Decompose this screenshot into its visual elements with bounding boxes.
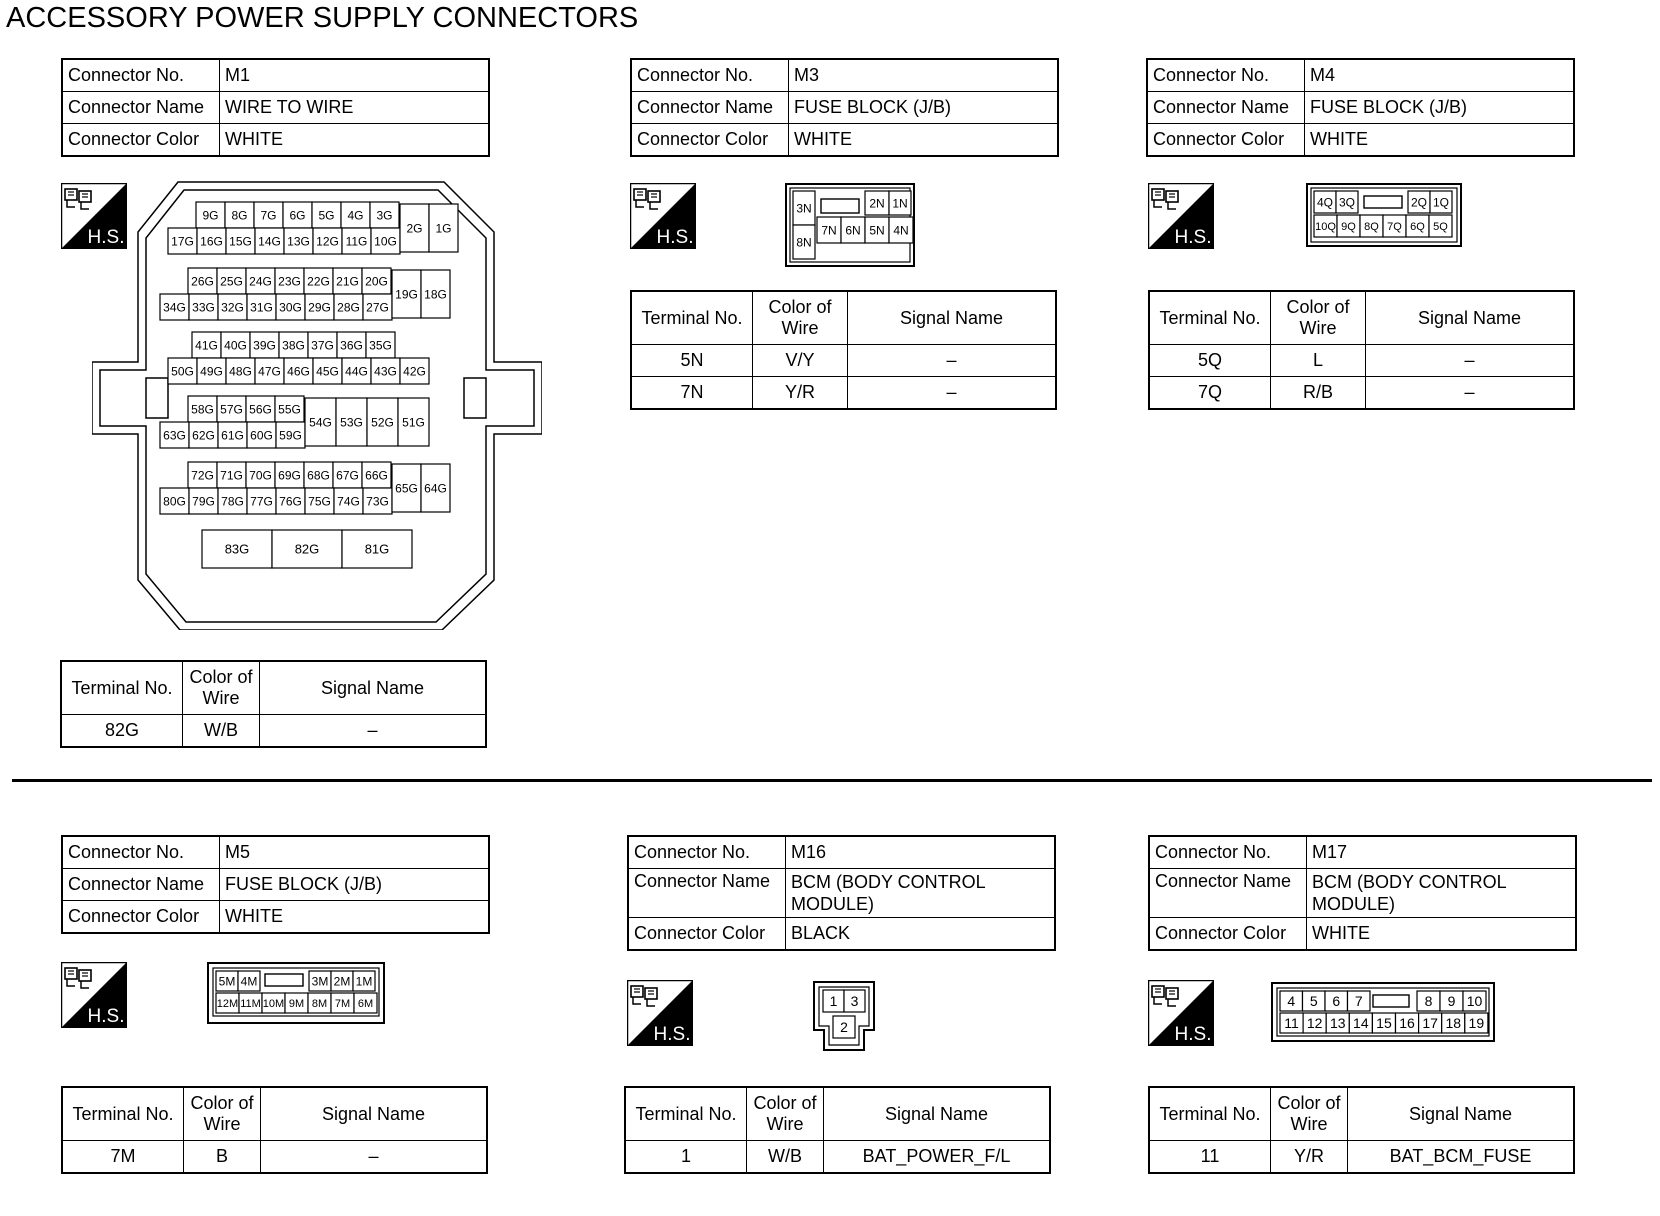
pin-label: 3M (311, 974, 329, 989)
connector-info-table (61, 835, 490, 934)
terminal-table (624, 1086, 1051, 1174)
pin-label: 14G (258, 234, 281, 249)
table-row: 82G W/B – (61, 715, 486, 748)
connector-no: M1 (220, 59, 490, 92)
pin-label: 62G (192, 428, 215, 443)
pin-label: 5M (218, 974, 236, 989)
connector-m4-face (1306, 183, 1462, 247)
pin-label: 17 (1422, 1015, 1438, 1032)
pin-label: 65G (395, 481, 418, 496)
label-connector-no: Connector No. (62, 836, 220, 869)
harness-side-icon (1148, 183, 1214, 249)
pin-label: 6 (1332, 993, 1341, 1010)
table-row: 1 W/B BAT_POWER_F/L (625, 1141, 1050, 1174)
connector-name: FUSE BLOCK (J/B) (220, 869, 490, 901)
terminal-table (61, 1086, 488, 1174)
label-connector-color: Connector Color (62, 901, 220, 934)
hs-label: H.S. (1174, 1024, 1212, 1045)
pin-label: 2M (333, 974, 351, 989)
pin-label: 10G (374, 234, 397, 249)
pin-label: 14 (1353, 1015, 1369, 1032)
pin-label: 79G (192, 494, 215, 509)
label-connector-name: Connector Name (62, 92, 220, 124)
label-connector-name: Connector Name (62, 869, 220, 901)
connector-color: WHITE (1305, 124, 1575, 157)
section-divider (12, 779, 1652, 782)
pin-label: 18 (1445, 1015, 1462, 1032)
table-row: 5Q L – (1149, 345, 1574, 377)
pin-label: 61G (221, 428, 244, 443)
pin-label: 10 (1466, 993, 1483, 1010)
connector-name: BCM (BODY CONTROL MODULE) (786, 869, 1056, 918)
hs-label: H.S. (87, 227, 125, 248)
pin-label: 68G (307, 468, 330, 483)
pin-label: 7M (334, 997, 351, 1010)
connector-m17-face (1271, 982, 1495, 1042)
th-signal-name: Signal Name (824, 1087, 1051, 1141)
pin-label: 2G (406, 221, 423, 236)
pin-label: 47G (258, 364, 281, 379)
pin-label: 52G (371, 415, 394, 430)
label-connector-no: Connector No. (62, 59, 220, 92)
pin-label: 77G (250, 494, 273, 509)
pin-label: 30G (279, 300, 302, 315)
connector-name: FUSE BLOCK (J/B) (1305, 92, 1575, 124)
pin-label: 7N (821, 223, 837, 238)
pin-label: 6G (289, 208, 306, 223)
terminal-table (60, 660, 487, 748)
pin-label: 83G (224, 541, 250, 557)
pin-label: 56G (249, 402, 272, 417)
pin-label: 75G (308, 494, 331, 509)
pin-label: 8M (311, 997, 328, 1010)
harness-side-icon (627, 980, 693, 1046)
pin-label: 11 (1284, 1015, 1299, 1032)
th-color-of-wire: Color of Wire (1271, 1087, 1348, 1141)
pin-label: 34G (163, 300, 186, 315)
harness-side-icon (1148, 980, 1214, 1046)
label-connector-no: Connector No. (628, 836, 786, 869)
pin-label: 1 (829, 993, 838, 1010)
pin-label: 78G (221, 494, 244, 509)
pin-label: 4Q (1316, 195, 1334, 210)
connector-no: M16 (786, 836, 1056, 869)
terminal-table (1148, 290, 1575, 410)
pin-label: 1G (435, 221, 452, 236)
connector-m5-face (207, 962, 385, 1024)
pin-label: 3 (850, 993, 859, 1010)
pin-label: 12 (1306, 1015, 1323, 1032)
th-color-of-wire: Color of Wire (753, 291, 848, 345)
pin-label: 40G (224, 338, 247, 353)
pin-label: 7 (1354, 993, 1363, 1010)
label-connector-no: Connector No. (1149, 836, 1307, 869)
pin-label: 19 (1468, 1015, 1485, 1032)
pin-label: 31G (250, 300, 273, 315)
pin-label: 23G (278, 274, 301, 289)
pin-label: 5 (1309, 993, 1318, 1010)
pin-label: 1Q (1432, 195, 1450, 210)
pin-label: 25G (220, 274, 243, 289)
pin-label: 20G (365, 274, 388, 289)
pin-label: 51G (402, 415, 425, 430)
pin-label: 44G (345, 364, 368, 379)
connector-color: WHITE (220, 901, 490, 934)
page-title: ACCESSORY POWER SUPPLY CONNECTORS (6, 2, 639, 34)
pin-label: 8N (796, 235, 812, 250)
th-terminal-no: Terminal No. (61, 661, 183, 715)
label-connector-color: Connector Color (631, 124, 789, 157)
pin-label: 2 (840, 1019, 848, 1036)
pin-label: 3G (376, 208, 393, 223)
pin-label: 8Q (1364, 220, 1379, 233)
connector-no: M5 (220, 836, 490, 869)
label-connector-color: Connector Color (628, 918, 786, 951)
th-color-of-wire: Color of Wire (747, 1087, 824, 1141)
connector-color: WHITE (220, 124, 490, 157)
connector-m3-face (785, 183, 915, 267)
th-terminal-no: Terminal No. (625, 1087, 747, 1141)
pin-label: 53G (340, 415, 363, 430)
pin-label: 73G (366, 494, 389, 509)
hs-label: H.S. (653, 1024, 691, 1045)
pin-label: 82G (294, 541, 320, 557)
pin-label: 15 (1376, 1015, 1392, 1032)
label-connector-name: Connector Name (631, 92, 789, 124)
pin-label: 3Q (1338, 195, 1356, 210)
pin-label: 13 (1329, 1015, 1346, 1032)
pin-label: 59G (279, 428, 302, 443)
pin-label: 22G (307, 274, 330, 289)
label-connector-color: Connector Color (1149, 918, 1307, 951)
pin-label: 55G (278, 402, 301, 417)
connector-name: BCM (BODY CONTROL MODULE) (1307, 869, 1577, 918)
pin-label: 4 (1287, 993, 1296, 1010)
th-signal-name: Signal Name (1366, 291, 1575, 345)
connector-name: FUSE BLOCK (J/B) (789, 92, 1059, 124)
pin-label: 24G (249, 274, 272, 289)
pin-label: 72G (191, 468, 214, 483)
th-signal-name: Signal Name (261, 1087, 488, 1141)
pin-label: 2Q (1410, 195, 1428, 210)
pin-label: 67G (336, 468, 359, 483)
connector-no: M3 (789, 59, 1059, 92)
pin-label: 5Q (1433, 220, 1448, 233)
pin-label: 63G (163, 428, 186, 443)
pin-label: 29G (308, 300, 331, 315)
pin-label: 41G (195, 338, 218, 353)
harness-side-icon (630, 183, 696, 249)
connector-no: M4 (1305, 59, 1575, 92)
table-row: 7Q R/B – (1149, 377, 1574, 410)
hs-label: H.S. (1174, 227, 1212, 248)
pin-label: 1M (355, 974, 373, 989)
connector-info-table (1146, 58, 1575, 157)
pin-label: 9G (202, 208, 219, 223)
th-color-of-wire: Color of Wire (1271, 291, 1366, 345)
pin-label: 35G (369, 338, 392, 353)
th-signal-name: Signal Name (260, 661, 487, 715)
pin-label: 12M (216, 997, 239, 1010)
pin-label: 27G (366, 300, 389, 315)
pin-label: 12G (316, 234, 339, 249)
pin-label: 2N (869, 196, 885, 211)
pin-label: 9 (1447, 993, 1456, 1010)
connector-key (1364, 196, 1402, 208)
pin-label: 16 (1399, 1015, 1415, 1032)
pin-label: 16G (200, 234, 223, 249)
pin-label: 42G (403, 364, 426, 379)
connector-info-table (1148, 835, 1577, 951)
pin-label: 49G (200, 364, 223, 379)
pin-label: 7Q (1387, 220, 1402, 233)
th-color-of-wire: Color of Wire (184, 1087, 261, 1141)
connector-key (265, 974, 303, 986)
pin-label: 4N (893, 223, 909, 238)
pin-label: 26G (191, 274, 214, 289)
pin-label: 9Q (1341, 220, 1356, 233)
pin-label: 15G (229, 234, 252, 249)
th-terminal-no: Terminal No. (1149, 291, 1271, 345)
pin-label: 74G (337, 494, 360, 509)
connector-key (821, 199, 859, 213)
th-terminal-no: Terminal No. (1149, 1087, 1271, 1141)
terminal-table (630, 290, 1057, 410)
label-connector-no: Connector No. (631, 59, 789, 92)
pin-label: 54G (309, 415, 332, 430)
terminal-table (1148, 1086, 1575, 1174)
table-row: 7N Y/R – (631, 377, 1056, 410)
pin-label: 9M (288, 997, 305, 1010)
pin-label: 6N (845, 223, 861, 238)
pin-label: 38G (282, 338, 305, 353)
pin-label: 70G (249, 468, 272, 483)
connector-name: WIRE TO WIRE (220, 92, 490, 124)
pin-label: 6Q (1410, 220, 1425, 233)
connector-color: WHITE (1307, 918, 1577, 951)
connector-no: M17 (1307, 836, 1577, 869)
pin-label: 57G (220, 402, 243, 417)
pin-label: 43G (374, 364, 397, 379)
pin-label: 80G (163, 494, 186, 509)
label-connector-name: Connector Name (628, 869, 786, 918)
connector-info-table (630, 58, 1059, 157)
th-terminal-no: Terminal No. (631, 291, 753, 345)
label-connector-name: Connector Name (1149, 869, 1307, 918)
table-row: 5N V/Y – (631, 345, 1056, 377)
pin-label: 76G (279, 494, 302, 509)
harness-side-icon (61, 962, 127, 1028)
th-signal-name: Signal Name (1348, 1087, 1575, 1141)
pin-label: 36G (340, 338, 363, 353)
label-connector-name: Connector Name (1147, 92, 1305, 124)
connector-info-table (627, 835, 1056, 951)
pin-label: 58G (191, 402, 214, 417)
pin-label: 8 (1424, 993, 1433, 1010)
pin-label: 64G (424, 481, 447, 496)
pin-label: 6M (357, 997, 374, 1010)
th-color-of-wire: Color of Wire (183, 661, 260, 715)
pin-label: 33G (192, 300, 215, 315)
pin-label: 10M (262, 997, 285, 1010)
connector-key (1373, 995, 1409, 1007)
table-row: 11 Y/R BAT_BCM_FUSE (1149, 1141, 1574, 1174)
pin-label: 7G (260, 208, 277, 223)
pin-label: 39G (253, 338, 276, 353)
hs-label: H.S. (87, 1006, 125, 1027)
connector-info-table (61, 58, 490, 157)
pin-label: 45G (316, 364, 339, 379)
pin-label: 4G (347, 208, 364, 223)
pin-label: 3N (796, 201, 812, 216)
connector-m1-face (92, 180, 542, 630)
pin-label: 71G (220, 468, 243, 483)
pin-label: 18G (424, 287, 447, 302)
table-row: 7M B – (62, 1141, 487, 1174)
pin-label: 13G (287, 234, 310, 249)
pin-label: 28G (337, 300, 360, 315)
pin-label: 19G (395, 287, 418, 302)
th-terminal-no: Terminal No. (62, 1087, 184, 1141)
pin-label: 37G (311, 338, 334, 353)
pin-label: 4M (240, 974, 258, 989)
pin-label: 8G (231, 208, 248, 223)
connector-color: WHITE (789, 124, 1059, 157)
th-signal-name: Signal Name (848, 291, 1057, 345)
pin-label: 50G (171, 364, 194, 379)
pin-label: 81G (364, 541, 390, 557)
pin-label: 69G (278, 468, 301, 483)
pin-label: 5N (869, 223, 885, 238)
connector-m16-face (812, 980, 876, 1052)
pin-label: 32G (221, 300, 244, 315)
pin-label: 48G (229, 364, 252, 379)
pin-label: 66G (365, 468, 388, 483)
label-connector-color: Connector Color (1147, 124, 1305, 157)
pin-label: 11G (345, 234, 368, 249)
pin-label: 46G (287, 364, 310, 379)
pin-label: 21G (336, 274, 359, 289)
pin-label: 5G (318, 208, 335, 223)
label-connector-no: Connector No. (1147, 59, 1305, 92)
pin-label: 11M (240, 997, 261, 1010)
pin-label: 17G (171, 234, 194, 249)
hs-label: H.S. (656, 227, 694, 248)
label-connector-color: Connector Color (62, 124, 220, 157)
pin-label: 60G (250, 428, 273, 443)
pin-label: 1N (892, 196, 908, 211)
connector-color: BLACK (786, 918, 1056, 951)
pin-label: 10Q (1315, 220, 1336, 233)
